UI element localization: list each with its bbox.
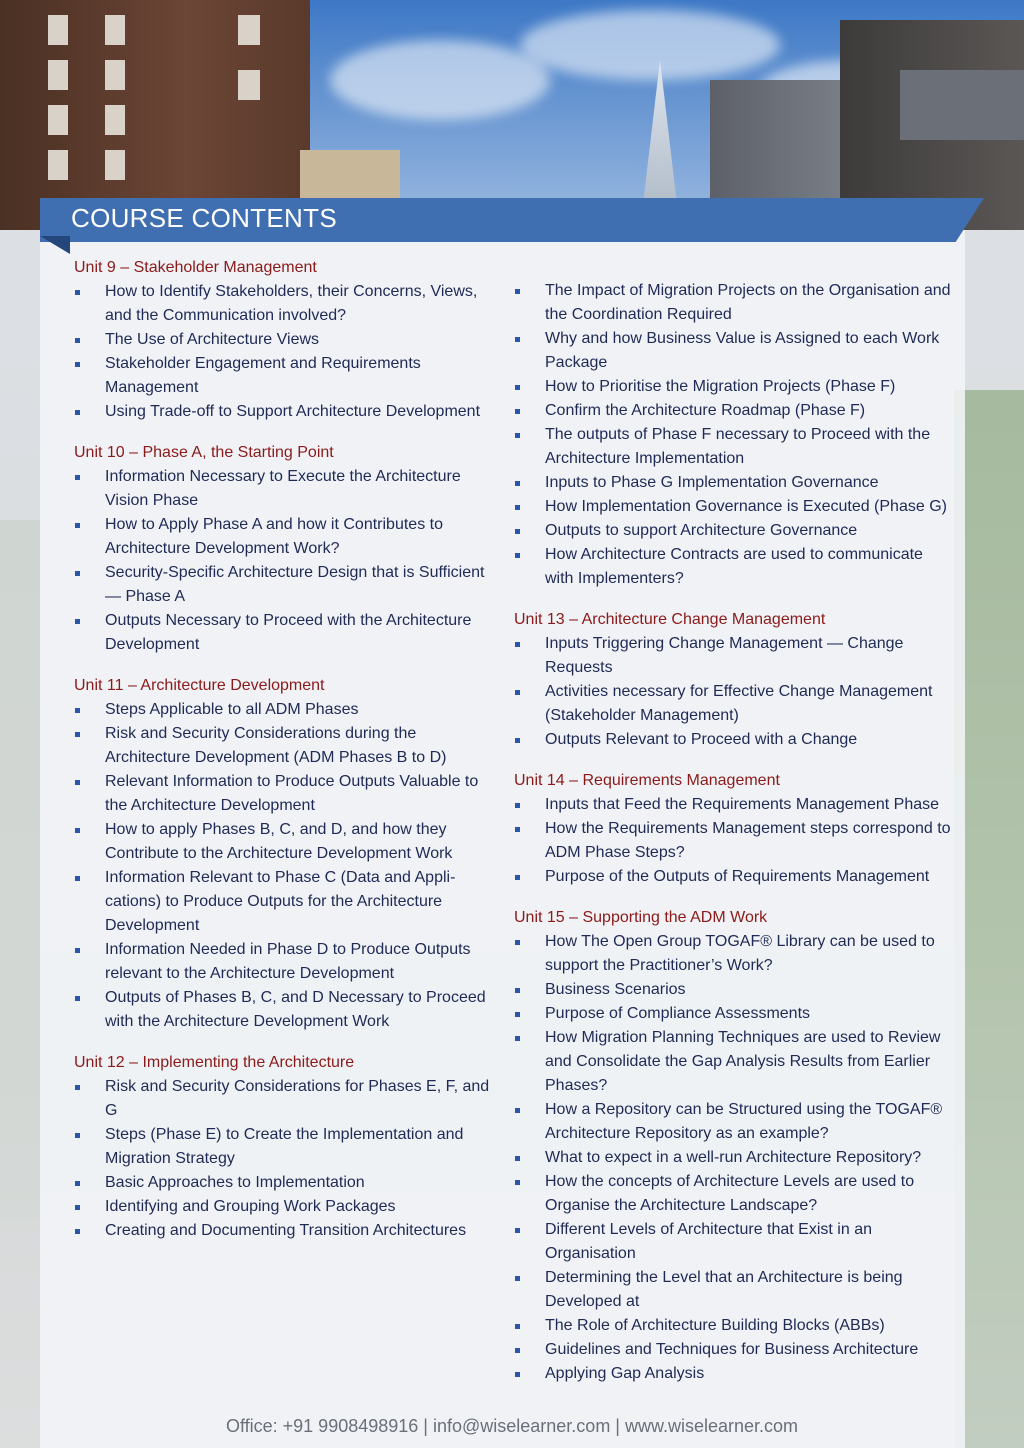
topic-item: Activities necessary for Effective Change Management (Stakeholder Management) bbox=[514, 680, 954, 728]
topic-item: How a Repository can be Structured using the TOGAF® Architecture Repository as an example? bbox=[514, 1098, 954, 1146]
unit-title: Unit 10 – Phase A, the Starting Point bbox=[74, 444, 334, 461]
topic-item: Using Trade-off to Support Architecture Development bbox=[74, 400, 494, 424]
topic-item: How to Prioritise the Migration Projects (Phase F) bbox=[514, 375, 954, 399]
topic-item: How Migration Planning Techniques are used to Review and Consolidate the Gap Analysis Results from Earlier Phases? bbox=[514, 1026, 954, 1098]
unit-title: Unit 15 – Supporting the ADM Work bbox=[514, 909, 768, 926]
topic-item: Steps (Phase E) to Create the Implementation and Migration Strategy bbox=[74, 1123, 494, 1171]
topic-item: How the Requirements Management steps correspond to ADM Phase Steps? bbox=[514, 817, 954, 865]
page-title: COURSE CONTENTS bbox=[71, 203, 337, 233]
topic-item: Risk and Security Considerations for Phases E, F, and G bbox=[74, 1075, 494, 1123]
unit-title: Unit 13 – Architecture Change Management bbox=[514, 611, 826, 628]
topic-item: Purpose of the Outputs of Requirements Management bbox=[514, 865, 954, 889]
topic-list bbox=[74, 1075, 494, 1243]
topic-list bbox=[74, 698, 494, 1034]
window bbox=[48, 15, 68, 45]
cloud bbox=[330, 40, 550, 120]
unit-section bbox=[514, 769, 954, 889]
topic-item: The Role of Architecture Building Blocks (ABBs) bbox=[514, 1314, 954, 1338]
topic-item: Information Relevant to Phase C (Data and Appli-cations) to Produce Outputs for the Architecture Development bbox=[74, 866, 494, 938]
topic-item: What to expect in a well-run Architecture Repository? bbox=[514, 1146, 954, 1170]
topic-item: How to Apply Phase A and how it Contributes to Architecture Development Work? bbox=[74, 513, 494, 561]
window bbox=[105, 150, 125, 180]
topic-item: Inputs Triggering Change Management — Change Requests bbox=[514, 632, 954, 680]
topic-item: Information Needed in Phase D to Produce Outputs relevant to the Architecture Development bbox=[74, 938, 494, 986]
topic-item: Different Levels of Architecture that Exist in an Organisation bbox=[514, 1218, 954, 1266]
window bbox=[48, 105, 68, 135]
topic-item: Outputs of Phases B, C, and D Necessary to Proceed with the Architecture Development Work bbox=[74, 986, 494, 1034]
topic-item: Identifying and Grouping Work Packages bbox=[74, 1195, 494, 1219]
topic-item: The Impact of Migration Projects on the Organisation and the Coordination Required bbox=[514, 279, 954, 327]
topic-item: Risk and Security Considerations during the Architecture Development (ADM Phases B to D) bbox=[74, 722, 494, 770]
topic-item: How Implementation Governance is Executed (Phase G) bbox=[514, 495, 954, 519]
topic-list bbox=[514, 793, 954, 889]
left-column bbox=[74, 256, 494, 1260]
topic-item: Creating and Documenting Transition Architectures bbox=[74, 1219, 494, 1243]
window bbox=[238, 15, 260, 45]
unit-section bbox=[74, 441, 494, 657]
unit-title: Unit 14 – Requirements Management bbox=[514, 772, 780, 789]
topic-item: Outputs Necessary to Proceed with the Architecture Development bbox=[74, 609, 494, 657]
topic-item: Purpose of Compliance Assessments bbox=[514, 1002, 954, 1026]
unit-section bbox=[514, 608, 954, 752]
topic-item: Information Necessary to Execute the Architecture Vision Phase bbox=[74, 465, 494, 513]
topic-item: Outputs to support Architecture Governance bbox=[514, 519, 954, 543]
unit-title: Unit 11 – Architecture Development bbox=[74, 677, 325, 694]
unit-section bbox=[514, 279, 954, 591]
topic-item: How The Open Group TOGAF® Library can be used to support the Practitioner’s Work? bbox=[514, 930, 954, 978]
unit-title: Unit 9 – Stakeholder Management bbox=[74, 259, 317, 276]
topic-list bbox=[514, 279, 954, 591]
cloud bbox=[520, 10, 780, 80]
topic-item: How the concepts of Architecture Levels are used to Organise the Architecture Landscape? bbox=[514, 1170, 954, 1218]
topic-item: The Use of Architecture Views bbox=[74, 328, 494, 352]
right-column bbox=[514, 279, 954, 1403]
topic-list bbox=[514, 930, 954, 1386]
topic-list bbox=[74, 465, 494, 657]
window bbox=[238, 70, 260, 100]
window bbox=[48, 150, 68, 180]
topic-item: Confirm the Architecture Roadmap (Phase F) bbox=[514, 399, 954, 423]
contact-footer: Office: +91 9908498916 | info@wiselearner.com | www.wiselearner.com bbox=[225, 1416, 799, 1436]
topic-item: Applying Gap Analysis bbox=[514, 1362, 954, 1386]
unit-section bbox=[514, 906, 954, 1386]
topic-item: How Architecture Contracts are used to communicate with Implementers? bbox=[514, 543, 954, 591]
topic-item: How to Identify Stakeholders, their Concerns, Views, and the Communication involved? bbox=[74, 280, 494, 328]
unit-title: Unit 12 – Implementing the Architecture bbox=[74, 1054, 355, 1071]
topic-item: The outputs of Phase F necessary to Proceed with the Architecture Implementation bbox=[514, 423, 954, 471]
topic-item: Security-Specific Architecture Design that is Sufficient — Phase A bbox=[74, 561, 494, 609]
topic-item: Stakeholder Engagement and Requirements Management bbox=[74, 352, 494, 400]
building-left bbox=[0, 0, 310, 230]
topic-item: How to apply Phases B, C, and D, and how they Contribute to the Architecture Development Work bbox=[74, 818, 494, 866]
unit-section bbox=[74, 256, 494, 424]
skybridge bbox=[900, 70, 1024, 140]
topic-item: Relevant Information to Produce Outputs Valuable to the Architecture Development bbox=[74, 770, 494, 818]
topic-list bbox=[514, 632, 954, 752]
window bbox=[105, 15, 125, 45]
topic-item: Inputs to Phase G Implementation Governance bbox=[514, 471, 954, 495]
topic-item: Steps Applicable to all ADM Phases bbox=[74, 698, 494, 722]
topic-item: Business Scenarios bbox=[514, 978, 954, 1002]
topic-item: Why and how Business Value is Assigned to each Work Package bbox=[514, 327, 954, 375]
topic-list bbox=[74, 280, 494, 424]
topic-item: Guidelines and Techniques for Business Architecture bbox=[514, 1338, 954, 1362]
topic-item: Outputs Relevant to Proceed with a Change bbox=[514, 728, 954, 752]
window bbox=[48, 60, 68, 90]
window bbox=[105, 105, 125, 135]
unit-section bbox=[74, 1051, 494, 1243]
window bbox=[105, 60, 125, 90]
unit-section bbox=[74, 674, 494, 1034]
topic-item: Determining the Level that an Architecture is being Developed at bbox=[514, 1266, 954, 1314]
topic-item: Inputs that Feed the Requirements Management Phase bbox=[514, 793, 954, 817]
topic-item: Basic Approaches to Implementation bbox=[74, 1171, 494, 1195]
